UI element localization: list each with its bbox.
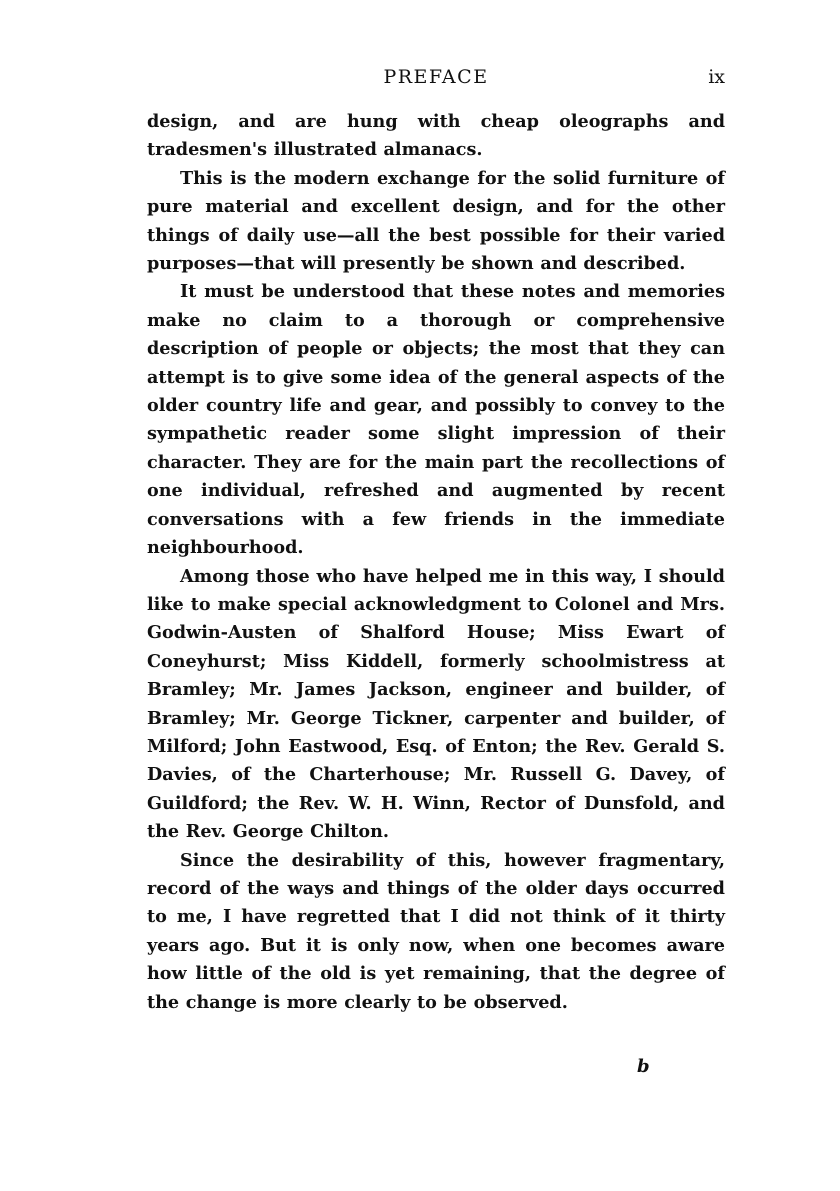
paragraph-notes-and-memories: It must be understood that these notes and memories make no claim to a thorough or comprehensive description of people or objects; the most that they can attempt is to give some idea of the general aspects of the older country life and gear, and possibly to convey to the sympathetic reader some slight impression of their character. They are for the main part the recollections of one individual, refreshed and augmented by recent conversations with a few friends in the immediate neighbourhood. xyxy=(147,281,725,559)
signature-mark: b xyxy=(637,1056,650,1077)
page-number: ix xyxy=(708,66,725,88)
paragraph-desirability: Since the desirability of this, however fragmentary, record of the ways and things of the older days occurred to me, I have regretted that I did not think of it thirty years ago. But it is only now, when one becomes aware how little of the old is yet remaining, that the degree of the change is more clearly to be observed. xyxy=(147,849,725,1013)
paragraph-acknowledgments: Among those who have helped me in this way, I should like to make special acknowledgment to Colonel and Mrs. Godwin-Austen of Shalford House; Miss Ewart of Coneyhurst; Miss Kiddell, formerly schoolmistress at Bramley; Mr. James Jackson, engineer and builder, of Bramley; Mr. George Tickner, carpenter and builder, of Milford; John Eastwood, Esq. of Enton; the Rev. Gerald S. Davies, of the Charterhouse; Mr. Russell G. Davey, of Guildford; the Rev. W. H. Winn, Rector of Dunsfold, and the Rev. George Chilton. xyxy=(147,565,725,843)
body-text xyxy=(147,108,725,1017)
paragraph-continuation: design, and are hung with cheap oleographs and tradesmen's illustrated almanacs. xyxy=(147,111,725,161)
running-head xyxy=(147,66,725,96)
page-title: PREFACE xyxy=(383,66,489,88)
paragraph-modern-exchange: This is the modern exchange for the solid furniture of pure material and excellent design, and for the other things of daily use—all the best possible for their varied purposes—that will presently be shown and described. xyxy=(147,167,725,275)
